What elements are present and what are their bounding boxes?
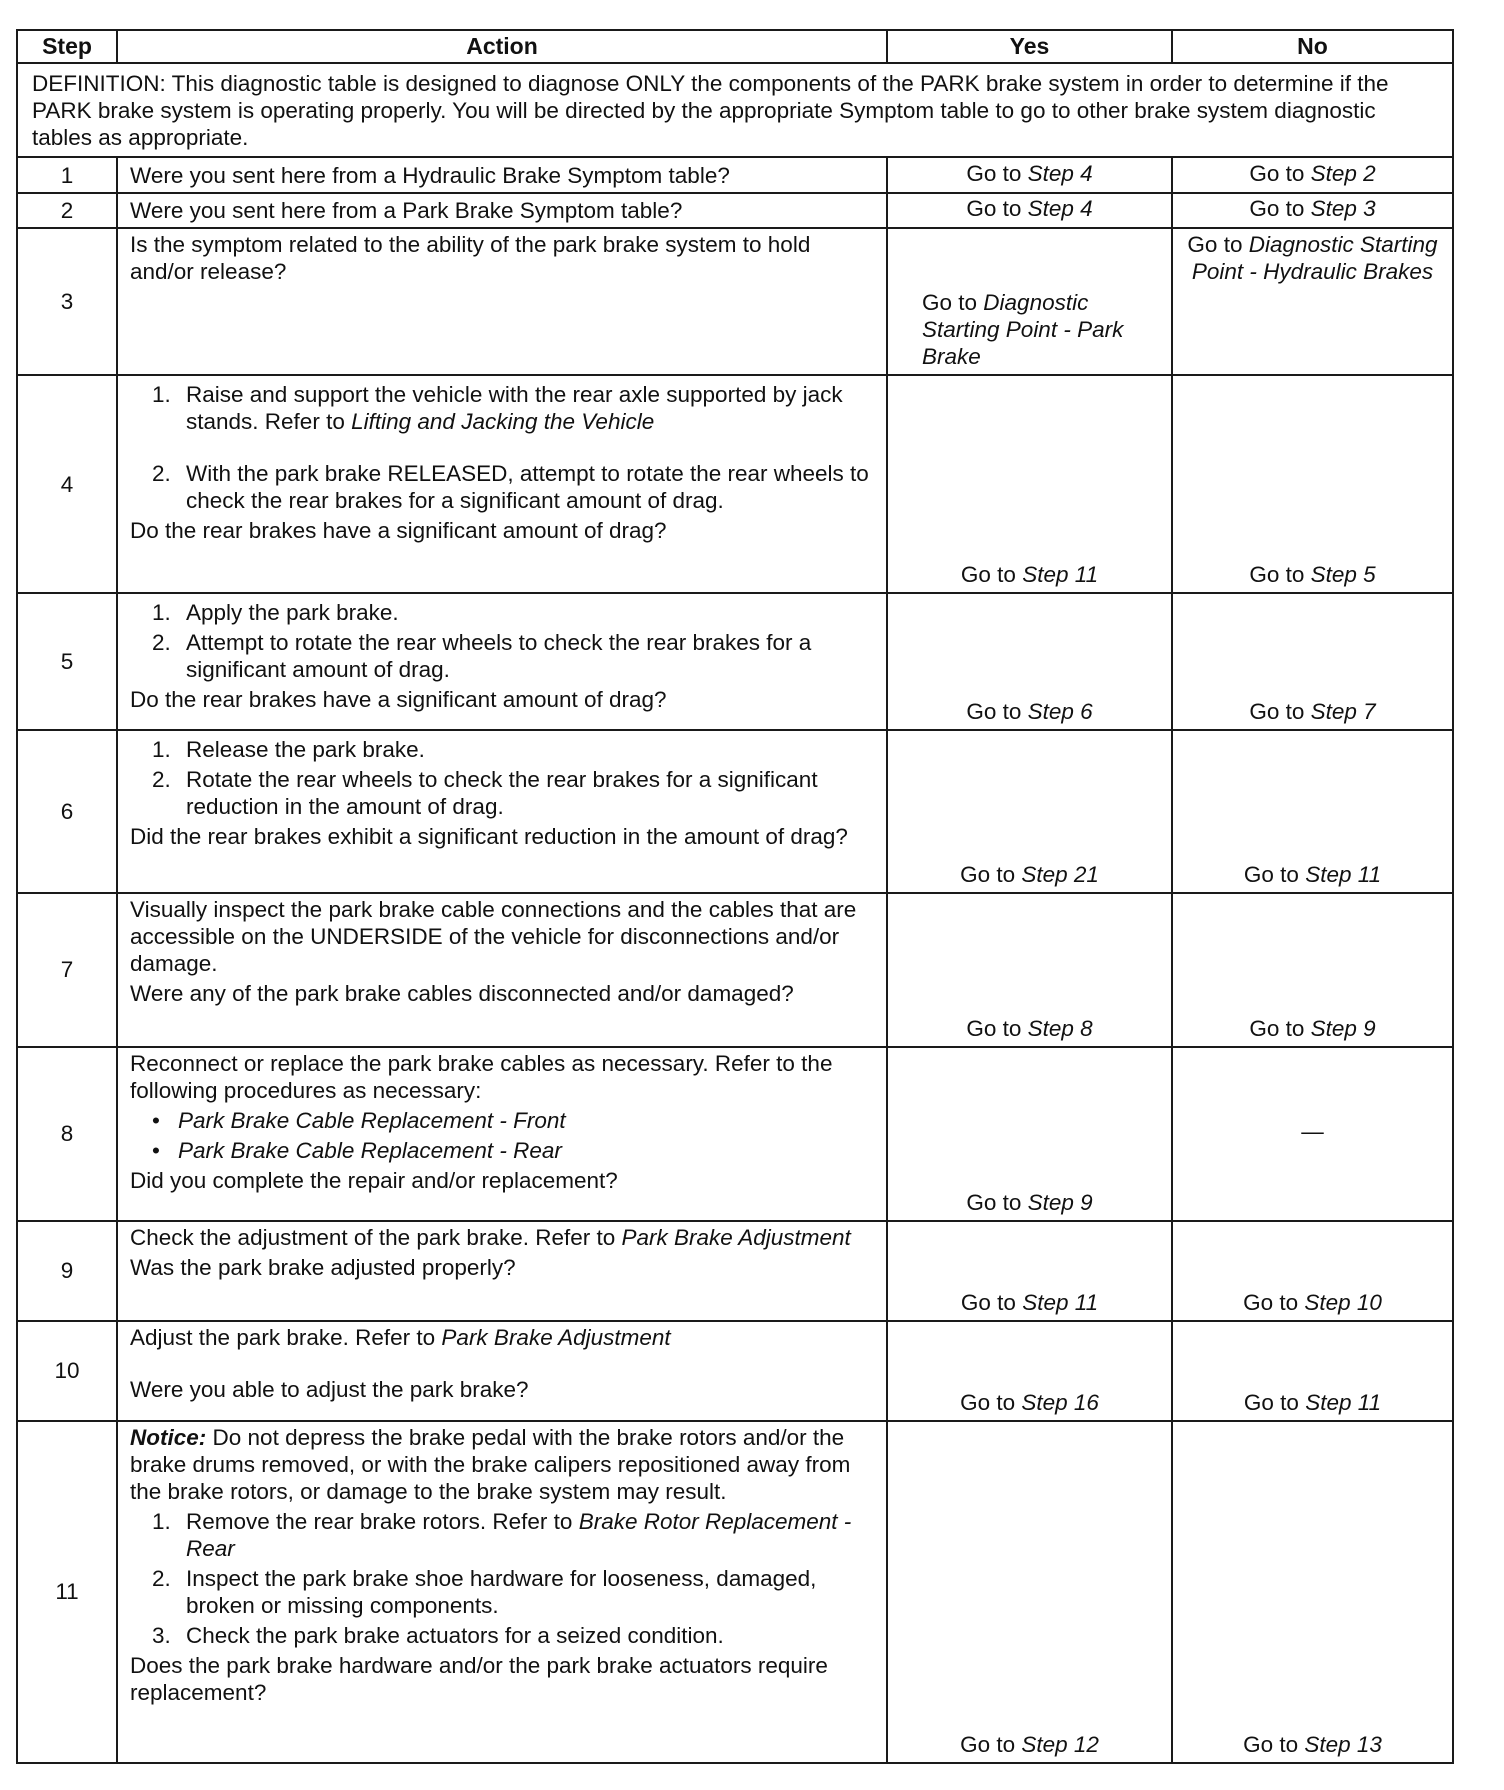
table-row: [17, 228, 1453, 376]
table-row: [17, 1321, 1453, 1421]
yes-result[interactable]: [887, 1321, 1172, 1421]
yes-step-ref: Step 16: [1021, 1389, 1099, 1415]
no-step-ref: Step 11: [1305, 861, 1382, 887]
go-to-label: Go to: [960, 1732, 1016, 1757]
yes-step-ref: Diagnostic Starting Point - Park Brake: [922, 290, 1124, 370]
yes-result[interactable]: [887, 1047, 1172, 1221]
no-result[interactable]: [1172, 157, 1453, 193]
no-step-ref: Step 3: [1310, 195, 1376, 221]
yes-result[interactable]: [887, 593, 1172, 730]
go-to-label: Go to: [1249, 1015, 1305, 1041]
no-step-ref: Step 11: [1305, 1389, 1382, 1415]
table-row: [17, 593, 1453, 730]
no-step-ref: Step 7: [1310, 698, 1376, 724]
yes-result[interactable]: [887, 1221, 1172, 1321]
procedure-link[interactable]: Park Brake Cable Replacement - Rear: [178, 1137, 562, 1163]
table-row: [17, 1421, 1453, 1763]
no-result[interactable]: [1172, 375, 1453, 593]
step-number: 8: [17, 1047, 117, 1221]
no-result[interactable]: [1172, 1221, 1453, 1321]
definition-row: [17, 63, 1453, 158]
no-step-ref: Step 2: [1310, 160, 1376, 186]
no-result-dash: —: [1172, 1047, 1453, 1221]
yes-step-ref: Step 21: [1021, 861, 1099, 887]
no-step-ref: Step 13: [1304, 1732, 1382, 1757]
step-question: Were any of the park brake cables disconnected and/or damaged?: [130, 980, 794, 1006]
table-row: [17, 730, 1453, 893]
step-number: 7: [17, 893, 117, 1047]
step-question: Did the rear brakes exhibit a significant reduction in the amount of drag?: [130, 823, 848, 849]
no-result[interactable]: [1172, 593, 1453, 730]
step-instruction: Reconnect or replace the park brake cables as necessary. Refer to the following procedures as necessary:: [130, 1050, 833, 1103]
no-result[interactable]: [1172, 228, 1453, 376]
step-instruction: Check the adjustment of the park brake. Refer to: [130, 1224, 616, 1250]
go-to-label: Go to: [1187, 231, 1243, 257]
step-question: Was the park brake adjusted properly?: [130, 1254, 516, 1280]
step-number: 10: [17, 1321, 117, 1421]
table-row: [17, 375, 1453, 593]
go-to-label: Go to: [1243, 1732, 1299, 1757]
step-number: 5: [17, 593, 117, 730]
table-row: [17, 1221, 1453, 1321]
header-action: Action: [117, 30, 887, 63]
yes-step-ref: Step 12: [1021, 1732, 1099, 1757]
go-to-label: Go to: [1243, 1289, 1299, 1315]
go-to-label: Go to: [922, 290, 978, 316]
procedure-link[interactable]: Lifting and Jacking the Vehicle: [351, 409, 655, 435]
go-to-label: Go to: [966, 1189, 1022, 1215]
yes-result[interactable]: [887, 193, 1172, 228]
header-row: [17, 30, 1453, 63]
step-number: 11: [17, 1421, 117, 1763]
no-result[interactable]: [1172, 1421, 1453, 1763]
go-to-label: Go to: [1243, 1389, 1299, 1415]
numbered-item: 2. Inspect the park brake shoe hardware for looseness, damaged, broken or missing components.: [152, 1565, 817, 1618]
table-row: [17, 1047, 1453, 1221]
notice-text: Do not depress the brake pedal with the brake rotors and/or the brake drums removed, or with the brake calipers repositioned away from the brake rotors, or damage to the brake system may result.: [130, 1424, 851, 1504]
no-step-ref: Step 5: [1310, 562, 1376, 588]
yes-result[interactable]: [887, 1421, 1172, 1763]
yes-result[interactable]: [887, 157, 1172, 193]
go-to-label: Go to: [960, 1289, 1016, 1315]
no-result[interactable]: [1172, 193, 1453, 228]
notice: [130, 1424, 876, 1505]
step-number: 6: [17, 730, 117, 893]
procedure-link[interactable]: Park Brake Cable Replacement - Front: [178, 1107, 566, 1133]
procedure-link[interactable]: Park Brake Adjustment: [441, 1324, 671, 1350]
numbered-item: 2. Attempt to rotate the rear wheels to check the rear brakes for a significant amount of drag.: [152, 630, 812, 683]
table-row: [17, 893, 1453, 1047]
step-number: 3: [17, 228, 117, 376]
go-to-label: Go to: [960, 1389, 1016, 1415]
header-no: No: [1172, 30, 1453, 63]
yes-step-ref: Step 9: [1027, 1189, 1093, 1215]
no-result[interactable]: [1172, 1321, 1453, 1421]
header-yes: Yes: [887, 30, 1172, 63]
go-to-label: Go to: [1249, 698, 1305, 724]
step-question: Were you sent here from a Hydraulic Brake Symptom table?: [130, 162, 730, 188]
numbered-item: 1. Apply the park brake.: [152, 600, 399, 626]
yes-result[interactable]: [887, 730, 1172, 893]
step-question: Were you able to adjust the park brake?: [130, 1376, 529, 1402]
step-instruction: Adjust the park brake. Refer to: [130, 1324, 436, 1350]
procedure-link[interactable]: Park Brake Adjustment: [621, 1224, 851, 1250]
go-to-label: Go to: [960, 861, 1016, 887]
notice-label: Notice:: [130, 1424, 207, 1450]
no-result[interactable]: [1172, 730, 1453, 893]
yes-step-ref: Step 6: [1027, 698, 1093, 724]
go-to-label: Go to: [960, 562, 1016, 588]
yes-step-ref: Step 4: [1027, 195, 1093, 221]
numbered-item: 3. Check the park brake actuators for a seized condition.: [152, 1622, 724, 1648]
bullet-item: • Park Brake Cable Replacement - Front: [130, 1107, 876, 1134]
go-to-label: Go to: [966, 195, 1022, 221]
step-number: 4: [17, 375, 117, 593]
numbered-item: 1. Release the park brake.: [152, 736, 425, 762]
step-number: 1: [17, 157, 117, 193]
table-row: [17, 157, 1453, 193]
step-question: Were you sent here from a Park Brake Symptom table?: [130, 197, 683, 223]
no-step-ref: Diagnostic Starting Point - Hydraulic Brakes: [1191, 231, 1438, 284]
step-question: Do the rear brakes have a significant amount of drag?: [130, 687, 667, 713]
yes-step-ref: Step 11: [1022, 1289, 1099, 1315]
step-number: 9: [17, 1221, 117, 1321]
no-result[interactable]: [1172, 893, 1453, 1047]
numbered-item: 2. With the park brake RELEASED, attempt to rotate the rear wheels to check the rear brakes for a significant amount of drag.: [152, 461, 869, 514]
step-number: 2: [17, 193, 117, 228]
procedure-link[interactable]: Brake Rotor Replacement - Rear: [186, 1508, 852, 1561]
yes-step-ref: Step 11: [1022, 562, 1099, 588]
go-to-label: Go to: [966, 160, 1022, 186]
no-step-ref: Step 10: [1304, 1289, 1382, 1315]
go-to-label: Go to: [1249, 562, 1305, 588]
numbered-item: 2. Rotate the rear wheels to check the rear brakes for a significant reduction in the amount of drag.: [152, 766, 818, 819]
go-to-label: Go to: [966, 698, 1022, 724]
step-question: Does the park brake hardware and/or the park brake actuators require replacement?: [130, 1652, 828, 1705]
go-to-label: Go to: [1243, 861, 1299, 887]
go-to-label: Go to: [1249, 195, 1305, 221]
step-question: Is the symptom related to the ability of the park brake system to hold and/or release?: [130, 231, 811, 284]
step-question: Do the rear brakes have a significant amount of drag?: [130, 518, 667, 544]
bullet-item: • Park Brake Cable Replacement - Rear: [130, 1137, 876, 1164]
no-step-ref: Step 9: [1310, 1015, 1376, 1041]
yes-result[interactable]: [887, 893, 1172, 1047]
numbered-item: 1. Raise and support the vehicle with the rear axle supported by jack stands. Refer to Lifting and Jacking the Vehicle: [152, 382, 843, 435]
go-to-label: Go to: [966, 1015, 1022, 1041]
yes-result[interactable]: [887, 228, 1172, 376]
header-step: Step: [17, 30, 117, 63]
yes-step-ref: Step 8: [1027, 1015, 1093, 1041]
step-question: Did you complete the repair and/or replacement?: [130, 1167, 618, 1193]
step-instruction: Visually inspect the park brake cable connections and the cables that are accessible on the UNDERSIDE of the vehicle for disconnections and/or damage.: [130, 896, 857, 976]
diagnostic-table: [16, 29, 1454, 1764]
go-to-label: Go to: [1249, 160, 1305, 186]
yes-step-ref: Step 4: [1027, 160, 1093, 186]
definition-text: DEFINITION: This diagnostic table is designed to diagnose ONLY the components of the PARK brake system in order to determine if the PARK brake system is operating properly. You will be directed by the appropriate Symptom table to go to other brake system diagnostic tables as appropriate.: [17, 63, 1453, 158]
table-row: [17, 193, 1453, 228]
numbered-item: 1. Remove the rear brake rotors. Refer to Brake Rotor Replacement - Rear: [152, 1508, 852, 1561]
yes-result[interactable]: [887, 375, 1172, 593]
